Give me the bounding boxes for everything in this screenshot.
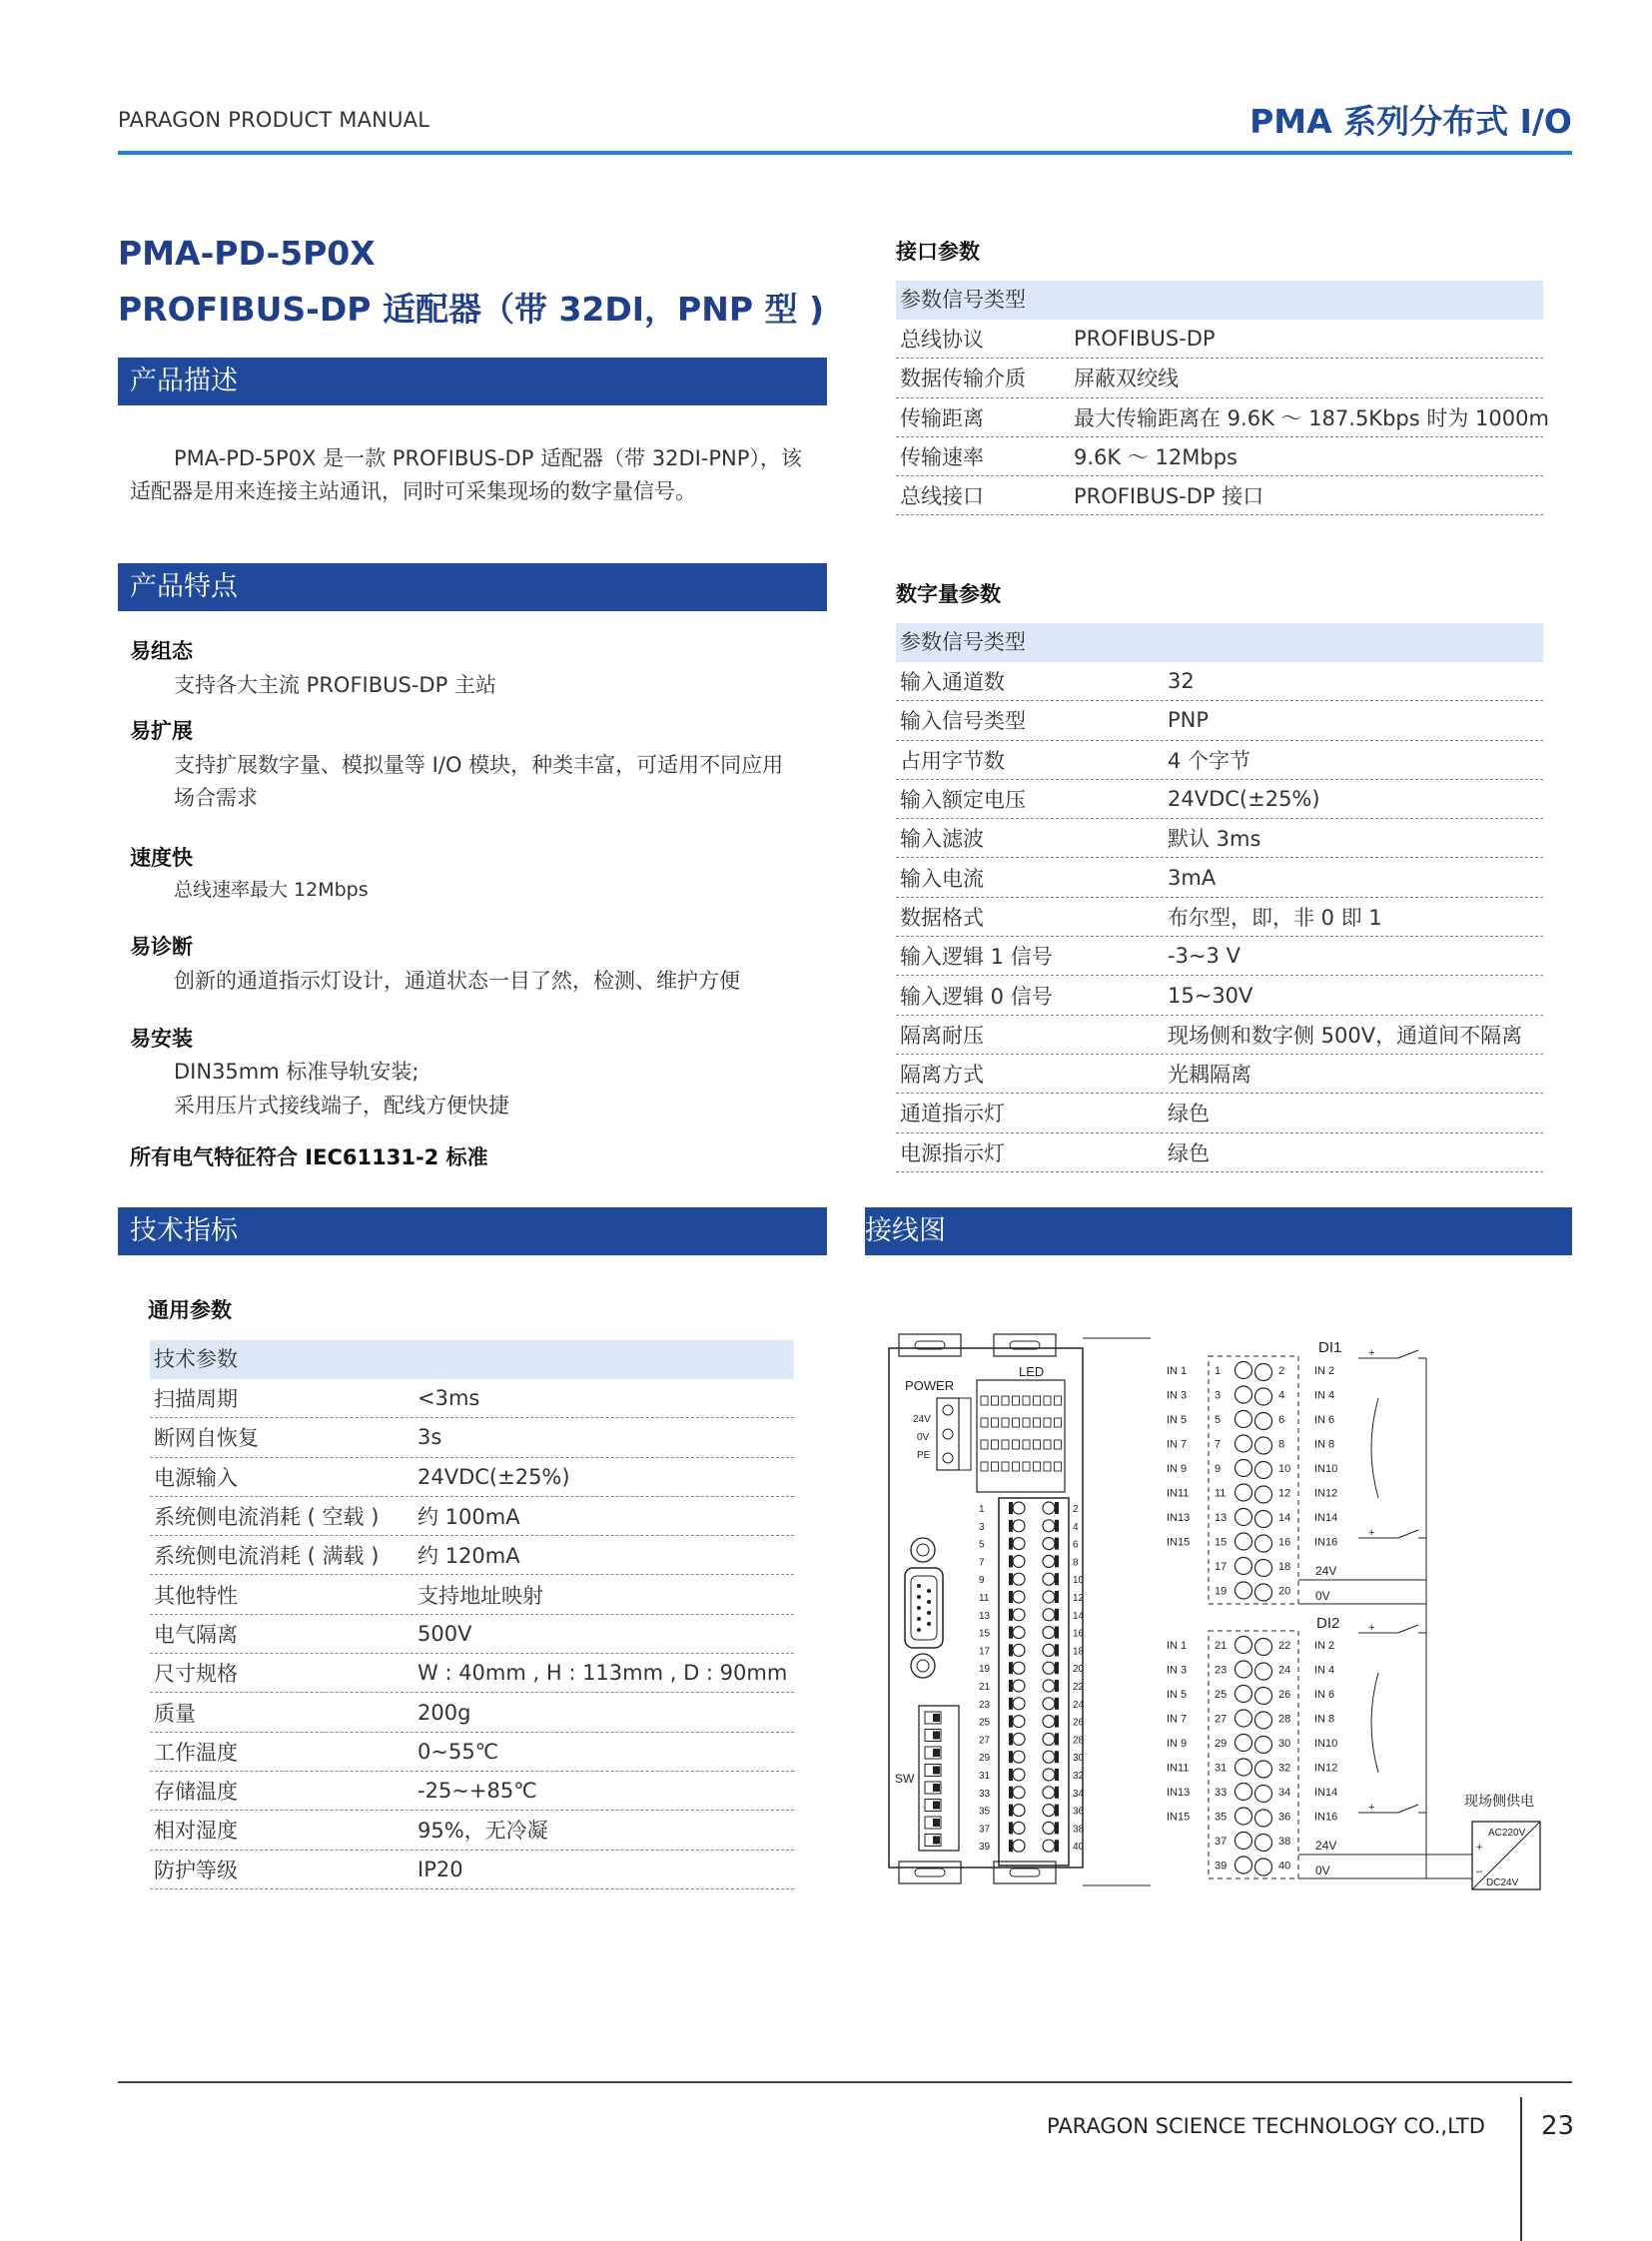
- svg-text:30: 30: [1073, 1753, 1085, 1765]
- svg-text:IN11: IN11: [1167, 1762, 1190, 1775]
- svg-text:17: 17: [1215, 1561, 1228, 1573]
- param-value: 光耦隔离: [1168, 1063, 1251, 1088]
- ac-label: AC220V: [1488, 1828, 1526, 1839]
- svg-text:6: 6: [1278, 1414, 1285, 1426]
- power-label: POWER: [905, 1378, 955, 1393]
- svg-text:23: 23: [979, 1699, 991, 1711]
- param-key: 电源输入: [154, 1465, 238, 1490]
- param-value: 200g: [417, 1700, 471, 1725]
- svg-text:14: 14: [1278, 1512, 1291, 1524]
- svg-text:8: 8: [1278, 1438, 1285, 1451]
- svg-text:IN12: IN12: [1314, 1762, 1338, 1775]
- feature-title: 易扩展: [130, 719, 193, 743]
- rail-24v-1: 24V: [1315, 1564, 1337, 1578]
- svg-text:IN10: IN10: [1314, 1738, 1338, 1750]
- table-row: [896, 937, 1543, 976]
- svg-text:29: 29: [1215, 1738, 1228, 1750]
- table-row: [150, 1693, 794, 1732]
- svg-text:IN 6: IN 6: [1314, 1689, 1335, 1701]
- param-key: 数据传输介质: [900, 367, 1026, 391]
- svg-text:14: 14: [1073, 1610, 1085, 1622]
- svg-text:+: +: [1368, 1622, 1375, 1634]
- svg-text:IN 5: IN 5: [1167, 1689, 1188, 1701]
- param-value: <3ms: [417, 1386, 480, 1411]
- param-key: 通道指示灯: [900, 1102, 1005, 1126]
- svg-text:2: 2: [1278, 1365, 1285, 1377]
- feature-text: 支持扩展数字量、模拟量等 I/O 模块，种类丰富，可适用不同应用: [174, 753, 784, 777]
- svg-text:21: 21: [979, 1682, 991, 1693]
- svg-text:12: 12: [1073, 1593, 1085, 1604]
- param-value: PROFIBUS-DP: [1074, 327, 1216, 352]
- param-value: 最大传输距离在 9.6K ～ 187.5Kbps 时为 1000m: [1074, 405, 1549, 430]
- param-key: 数据格式: [900, 905, 984, 930]
- svg-text:3: 3: [1215, 1389, 1222, 1402]
- svg-text:IN 6: IN 6: [1314, 1414, 1335, 1426]
- rail-24v-2: 24V: [1315, 1839, 1337, 1853]
- table-row: [896, 476, 1543, 515]
- group-di2-label: DI2: [1316, 1615, 1340, 1632]
- svg-text:22: 22: [1278, 1640, 1291, 1652]
- svg-text:16: 16: [1073, 1628, 1085, 1640]
- param-value: 现场侧和数字侧 500V，通道间不隔离: [1168, 1023, 1523, 1048]
- svg-text:1: 1: [1215, 1365, 1222, 1377]
- svg-text:4: 4: [1073, 1521, 1079, 1533]
- param-key: 传输距离: [900, 405, 984, 430]
- svg-text:40: 40: [1073, 1842, 1085, 1854]
- param-key: 电源指示灯: [900, 1140, 1005, 1165]
- svg-text:IN 8: IN 8: [1314, 1438, 1335, 1451]
- param-key: 相对湿度: [154, 1819, 238, 1844]
- product-name: PROFIBUS-DP 适配器（带 32DI，PNP 型 ): [118, 290, 825, 329]
- svg-text:8: 8: [1073, 1557, 1079, 1569]
- led-panel-icon: [977, 1380, 1065, 1492]
- param-value: IP20: [417, 1857, 463, 1881]
- param-value: 95%，无冷凝: [417, 1819, 548, 1844]
- param-key: 总线协议: [900, 328, 984, 353]
- footer-company: PARAGON SCIENCE TECHNOLOGY CO.,LTD: [1047, 2114, 1485, 2138]
- svg-text:IN13: IN13: [1167, 1512, 1191, 1524]
- svg-text:5: 5: [979, 1539, 985, 1551]
- table-row: [896, 1055, 1543, 1094]
- param-key: 输入电流: [900, 866, 984, 891]
- param-value: 24VDC(±25%): [417, 1464, 570, 1489]
- svg-text:37: 37: [979, 1824, 991, 1836]
- param-key: 尺寸规格: [154, 1662, 238, 1687]
- param-key: 隔离耐压: [900, 1023, 984, 1048]
- wiring-diagram: [879, 1318, 1558, 1911]
- svg-text:28: 28: [1278, 1713, 1291, 1726]
- svg-text:3: 3: [979, 1521, 985, 1533]
- param-key: 占用字节数: [900, 748, 1005, 773]
- section-wiring: [865, 1207, 1572, 1255]
- svg-text:IN12: IN12: [1314, 1487, 1338, 1500]
- svg-text:20: 20: [1278, 1585, 1291, 1598]
- param-value: 默认 3ms: [1168, 827, 1261, 852]
- svg-text:19: 19: [979, 1664, 991, 1676]
- table-row: [896, 780, 1543, 819]
- interface-heading: 接口参数: [896, 240, 980, 264]
- svg-text:33: 33: [1215, 1787, 1228, 1799]
- tech-table: [150, 1340, 794, 1889]
- section-tech-title: 技术指标: [130, 1215, 238, 1246]
- table-row: [150, 1811, 794, 1850]
- param-key: 系统侧电流消耗 ( 空载 ): [154, 1505, 380, 1530]
- svg-text:37: 37: [1215, 1836, 1228, 1848]
- svg-text:26: 26: [1278, 1689, 1291, 1701]
- svg-text:IN13: IN13: [1167, 1787, 1191, 1799]
- param-key: 隔离方式: [900, 1063, 984, 1088]
- param-value: 约 120mA: [417, 1544, 520, 1569]
- table-row: [896, 976, 1543, 1015]
- svg-text:11: 11: [1215, 1487, 1227, 1500]
- led-grid: [981, 1396, 1062, 1471]
- feature-text: 总线速率最大 12Mbps: [174, 879, 369, 901]
- svg-text:38: 38: [1073, 1824, 1085, 1836]
- svg-text:IN 2: IN 2: [1314, 1640, 1335, 1652]
- feature-title: 易诊断: [130, 935, 193, 959]
- param-value: W : 40mm , H : 113mm , D : 90mm: [417, 1661, 788, 1686]
- svg-text:31: 31: [1215, 1762, 1228, 1775]
- table-row: [896, 1016, 1543, 1055]
- param-value: -3~3 V: [1168, 944, 1240, 969]
- table-row: [150, 1379, 794, 1418]
- table-row: [150, 1497, 794, 1536]
- svg-text:24: 24: [1278, 1664, 1291, 1677]
- svg-text:IN 1: IN 1: [1167, 1640, 1188, 1652]
- group-di1-label: DI1: [1318, 1339, 1342, 1356]
- param-key: 防护等级: [154, 1858, 238, 1882]
- param-value: 布尔型，即，非 0 即 1: [1168, 905, 1382, 930]
- param-value: 4 个字节: [1168, 748, 1251, 773]
- param-value: 9.6K ～ 12Mbps: [1074, 445, 1238, 470]
- param-key: 输入额定电压: [900, 788, 1026, 813]
- param-key: 其他特性: [154, 1583, 238, 1608]
- digital-table: [896, 623, 1543, 1172]
- header-manual-title: PARAGON PRODUCT MANUAL: [118, 108, 430, 132]
- svg-text:13: 13: [979, 1610, 991, 1622]
- svg-text:11: 11: [979, 1593, 990, 1604]
- svg-text:9: 9: [979, 1575, 985, 1587]
- svg-text:33: 33: [979, 1788, 991, 1800]
- svg-text:4: 4: [1278, 1389, 1285, 1402]
- param-key: 扫描周期: [154, 1387, 238, 1412]
- svg-text:IN10: IN10: [1314, 1463, 1338, 1475]
- param-key: 质量: [154, 1701, 196, 1726]
- svg-text:15: 15: [979, 1628, 991, 1640]
- svg-text:IN 4: IN 4: [1314, 1664, 1335, 1677]
- screw-icon: [911, 1538, 935, 1562]
- svg-text:30: 30: [1278, 1738, 1291, 1750]
- svg-text:9: 9: [1215, 1463, 1222, 1475]
- svg-text:39: 39: [979, 1842, 991, 1854]
- description-line-2: 适配器是用来连接主站通讯，同时可采集现场的数字量信号。: [130, 479, 696, 503]
- svg-text:38: 38: [1278, 1836, 1291, 1848]
- feature-text: 场合需求: [174, 786, 258, 810]
- param-key: 工作温度: [154, 1740, 238, 1765]
- param-key: 系统侧电流消耗 ( 满载 ): [154, 1544, 380, 1569]
- svg-text:+: +: [1368, 1527, 1375, 1539]
- param-key: 断网自恢复: [154, 1426, 259, 1451]
- svg-text:7: 7: [979, 1557, 985, 1569]
- svg-text:40: 40: [1278, 1860, 1291, 1872]
- svg-text:13: 13: [1215, 1512, 1228, 1524]
- svg-text:IN15: IN15: [1167, 1536, 1191, 1549]
- svg-text:IN14: IN14: [1314, 1512, 1338, 1524]
- svg-text:6: 6: [1073, 1539, 1079, 1551]
- table-row: [150, 1575, 794, 1614]
- table-row: [150, 1772, 794, 1811]
- feature-text: 创新的通道指示灯设计，通道状态一目了然，检测、维护方便: [174, 969, 740, 993]
- param-key: 输入滤波: [900, 827, 984, 852]
- tech-table-header: 技术参数: [150, 1340, 794, 1379]
- table-row: [896, 1133, 1543, 1172]
- param-value: 15~30V: [1168, 983, 1253, 1008]
- param-key: 输入信号类型: [900, 709, 1026, 734]
- compliance-note: 所有电气特征符合 IEC61131-2 标准: [130, 1145, 488, 1169]
- svg-text:IN 7: IN 7: [1167, 1438, 1188, 1451]
- svg-text:IN 7: IN 7: [1167, 1713, 1188, 1726]
- svg-text:+: +: [1368, 1347, 1375, 1359]
- svg-text:5: 5: [1215, 1414, 1222, 1426]
- svg-text:17: 17: [979, 1646, 991, 1658]
- power-connector-icon: [937, 1398, 959, 1470]
- header-series-title: PMA 系列分布式 I/O: [1249, 102, 1572, 141]
- svg-text:35: 35: [1215, 1811, 1228, 1824]
- table-row: [150, 1418, 794, 1457]
- table-row: [896, 398, 1549, 437]
- mount-tab-icon: [899, 1334, 961, 1356]
- svg-text:IN 3: IN 3: [1167, 1389, 1188, 1402]
- svg-text:18: 18: [1073, 1646, 1085, 1658]
- param-key: 电气隔离: [154, 1622, 238, 1647]
- svg-text:34: 34: [1073, 1788, 1085, 1800]
- param-value: 屏蔽双绞线: [1074, 367, 1179, 391]
- pin-pe: PE: [917, 1450, 931, 1461]
- svg-text:IN 2: IN 2: [1314, 1365, 1335, 1377]
- svg-text:20: 20: [1073, 1664, 1085, 1676]
- feature-title: 易安装: [130, 1027, 193, 1051]
- svg-text:35: 35: [979, 1806, 991, 1818]
- section-description: [118, 358, 827, 405]
- table-row: [150, 1536, 794, 1575]
- svg-text:–: –: [1476, 1866, 1483, 1877]
- svg-text:IN16: IN16: [1314, 1811, 1338, 1824]
- interface-table: [896, 281, 1549, 515]
- svg-text:12: 12: [1278, 1487, 1291, 1500]
- table-row: [896, 320, 1543, 359]
- svg-text:IN 8: IN 8: [1314, 1713, 1335, 1726]
- svg-text:39: 39: [1215, 1860, 1228, 1872]
- svg-text:29: 29: [979, 1753, 991, 1765]
- param-value: 24VDC(±25%): [1168, 787, 1320, 812]
- svg-text:27: 27: [979, 1735, 991, 1747]
- param-value: 3s: [417, 1425, 442, 1450]
- mount-tab-icon: [899, 1862, 961, 1883]
- table-row: [150, 1458, 794, 1497]
- svg-text:IN14: IN14: [1314, 1787, 1338, 1799]
- param-value: 约 100mA: [417, 1505, 520, 1530]
- header-divider: [118, 151, 1572, 155]
- section-wiring-title: 接线图: [865, 1215, 946, 1246]
- svg-text:31: 31: [979, 1771, 991, 1782]
- svg-text:IN 1: IN 1: [1167, 1365, 1188, 1377]
- param-key: 存储温度: [154, 1780, 238, 1805]
- param-value: PROFIBUS-DP 接口: [1074, 484, 1264, 509]
- svg-text:16: 16: [1278, 1536, 1291, 1549]
- param-value: 绿色: [1168, 1140, 1210, 1165]
- param-value: 支持地址映射: [417, 1583, 543, 1608]
- svg-text:25: 25: [1215, 1689, 1228, 1701]
- footer-divider: [118, 2081, 1572, 2083]
- svg-text:36: 36: [1073, 1806, 1085, 1818]
- svg-text:IN 3: IN 3: [1167, 1664, 1188, 1677]
- rail-0v-1: 0V: [1315, 1589, 1330, 1603]
- dc-label: DC24V: [1486, 1877, 1519, 1888]
- rail-0v-2: 0V: [1315, 1864, 1330, 1877]
- table-row: [150, 1851, 794, 1889]
- svg-text:34: 34: [1278, 1787, 1291, 1799]
- table-row: [896, 1094, 1543, 1132]
- table-row: [896, 858, 1543, 897]
- param-value: 0~55℃: [417, 1739, 499, 1764]
- footer-separator: [1520, 2097, 1522, 2241]
- table-row: [896, 898, 1543, 937]
- interface-table-header: 参数信号类型: [896, 281, 1543, 320]
- svg-text:IN11: IN11: [1167, 1487, 1190, 1500]
- section-features-title: 产品特点: [130, 571, 238, 602]
- table-row: [896, 359, 1543, 397]
- svg-text:22: 22: [1073, 1682, 1085, 1693]
- svg-text:28: 28: [1073, 1735, 1085, 1747]
- table-row: [896, 701, 1543, 740]
- digital-table-header: 参数信号类型: [896, 623, 1543, 662]
- table-row: [150, 1733, 794, 1772]
- param-key: 输入逻辑 1 信号: [900, 945, 1053, 970]
- param-value: 32: [1168, 669, 1195, 694]
- description-line-1: PMA-PD-5P0X 是一款 PROFIBUS-DP 适配器（带 32DI-PNP），该: [174, 446, 802, 470]
- table-row: [896, 819, 1543, 858]
- svg-text:15: 15: [1215, 1536, 1228, 1549]
- svg-text:IN16: IN16: [1314, 1536, 1338, 1549]
- param-value: PNP: [1168, 708, 1210, 733]
- mount-tab-icon: [994, 1334, 1056, 1356]
- param-key: 传输速率: [900, 445, 984, 470]
- param-key: 输入逻辑 0 信号: [900, 984, 1053, 1009]
- svg-text:IN 9: IN 9: [1167, 1738, 1188, 1750]
- screw-icon: [911, 1654, 935, 1678]
- table-row: [150, 1615, 794, 1654]
- sw-label: SW: [895, 1772, 915, 1786]
- section-features: [118, 563, 827, 611]
- pin-24v: 24V: [913, 1414, 931, 1425]
- table-row: [896, 662, 1543, 701]
- pin-0v: 0V: [917, 1432, 930, 1443]
- param-value: 3mA: [1168, 865, 1217, 890]
- svg-text:32: 32: [1278, 1762, 1291, 1775]
- svg-text:23: 23: [1215, 1664, 1228, 1677]
- svg-text:19: 19: [1215, 1585, 1228, 1598]
- section-tech: [118, 1207, 827, 1255]
- feature-text: 支持各大主流 PROFIBUS-DP 主站: [174, 673, 496, 697]
- product-model: PMA-PD-5P0X: [118, 234, 376, 273]
- svg-text:+: +: [1368, 1802, 1375, 1814]
- param-value: 500V: [417, 1621, 472, 1646]
- param-key: 总线接口: [900, 484, 984, 509]
- feature-title: 易组态: [130, 639, 193, 663]
- param-value: -25~+85℃: [417, 1779, 537, 1804]
- page-number: 23: [1541, 2111, 1575, 2141]
- section-description-title: 产品描述: [130, 366, 238, 396]
- svg-text:26: 26: [1073, 1717, 1085, 1729]
- svg-text:36: 36: [1278, 1811, 1291, 1824]
- svg-text:+: +: [1476, 1842, 1483, 1854]
- table-row: [150, 1654, 794, 1693]
- field-power-label: 现场侧供电: [1464, 1793, 1534, 1809]
- svg-text:10: 10: [1073, 1575, 1085, 1587]
- table-row: [896, 741, 1543, 780]
- table-row: [896, 437, 1543, 476]
- svg-text:2: 2: [1073, 1504, 1079, 1515]
- digital-heading: 数字量参数: [896, 582, 1001, 606]
- svg-text:7: 7: [1215, 1438, 1222, 1451]
- svg-text:IN 9: IN 9: [1167, 1463, 1188, 1475]
- param-value: 绿色: [1168, 1102, 1210, 1126]
- svg-text:21: 21: [1215, 1640, 1228, 1652]
- svg-text:18: 18: [1278, 1561, 1291, 1573]
- param-key: 输入通道数: [900, 670, 1005, 695]
- svg-text:32: 32: [1073, 1771, 1085, 1782]
- feature-title: 速度快: [130, 846, 193, 870]
- feature-text: 采用压片式接线端子，配线方便快捷: [174, 1094, 509, 1118]
- svg-text:10: 10: [1278, 1463, 1291, 1475]
- svg-text:25: 25: [979, 1717, 991, 1729]
- svg-text:24: 24: [1073, 1699, 1085, 1711]
- svg-text:IN15: IN15: [1167, 1811, 1191, 1824]
- svg-text:IN 5: IN 5: [1167, 1414, 1188, 1426]
- tech-subheading: 通用参数: [148, 1298, 232, 1322]
- svg-text:IN 4: IN 4: [1314, 1389, 1335, 1402]
- feature-text: DIN35mm 标准导轨安装;: [174, 1060, 419, 1084]
- svg-text:1: 1: [979, 1504, 985, 1515]
- svg-text:27: 27: [1215, 1713, 1228, 1726]
- led-label: LED: [1019, 1364, 1045, 1379]
